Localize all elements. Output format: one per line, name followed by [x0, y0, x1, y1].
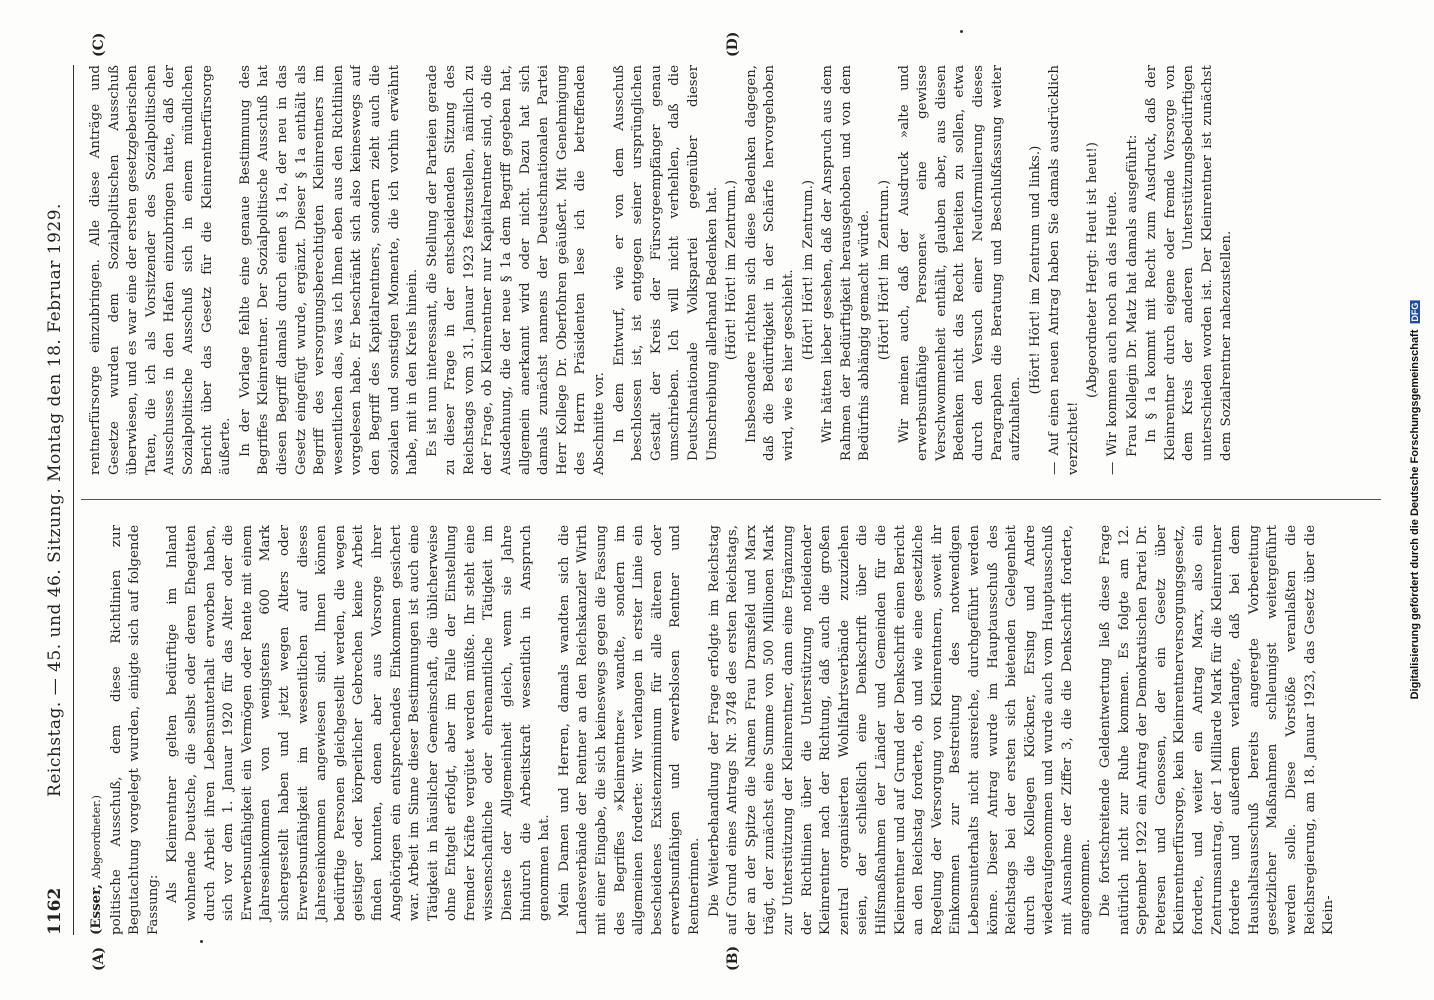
paragraph: politische Ausschuß, dem diese Richtlinien zur Begutachtung vorgelegt wurden, einigte sich auf folgende Fassung: — [108, 525, 161, 935]
paragraph: Es ist nun interessant, die Stellung der Parteien gerade zu dieser Frage in der entscheidenden Sitzung des Reichstags vom 31. Januar 1923 festzustellen, nämlich zu der Frage, ob Kleinrentner nur Kapitalrentner sind, ob die Ausdehnung, die der neue § 1a dem Begriff gegeben hat, allgemein anerkannt wird oder nicht. Dazu hat sich damals zunächst namens der Deutschnationalen Partei Herr Kollege Dr. Oberfohren geäußert. Mit Genehmigung des Herrn Präsidenten lese ich die betreffenden Abschnitte vor. — [424, 65, 608, 475]
digitization-credit-text-wrap — [1409, 301, 1421, 700]
quoted-paragraph: Wir meinen auch, daß der Ausdruck »alte und erwerbsunfähige Personen« eine gewisse Verschwommenheit enthält, glauben aber, aus diesen Bedenken nicht das Recht herleiten zu sollen, etwa durch den Versuch einer Neuformulierung dieses Paragraphen die Beratung und Beschlußfassung weiter aufzuhalten. — [896, 65, 1024, 461]
interjection: (Hört! Hört! im Zentrum.) — [724, 179, 740, 361]
paragraph: Mein Damen und Herren, damals wandten sich die Landesverbände der Rentner an den Reichskanzler Wirth mit einer Eingabe, die sich keineswegs gegen die Fassung des Begriffes »Kleinrentner« wandte, sondern im allgemeinen forderte: Wir verlangen in erster Linie ein bescheidenes Existenzminimum für alle älteren oder erwerbsunfähigen und erwerbslosen Rentner und Rentnerinnen. — [556, 525, 702, 935]
paragraph: Frau Kollegin Dr. Matz hat damals ausgeführt: — [1124, 134, 1140, 457]
interjection: (Hört! Hört! im Zentrum.) — [876, 179, 892, 361]
quoted-paragraph: Wir hätten lieber gesehen, daß der Anspruch aus dem Rahmen der Bedürftigkeit herausgehoben und von dem Bedürfnis abhängig gemacht würde. — [820, 65, 873, 461]
paragraph: — Auf einen neuen Antrag haben Sie damals ausdrücklich verzichtet! — [1047, 65, 1081, 475]
quoted-paragraph: In § 1a kommt mit Recht zum Ausdruck, daß der Kleinrentner durch eigene oder fremde Vorsorge von dem Kreis der anderen Unterstützungsbedürftigen unterschieden worden ist. Der Kleinrentner ist zunächst dem Sozialrentner nahezustellen. — [1144, 65, 1234, 461]
margin-marker-d: (D) — [725, 31, 741, 57]
interjection: (Abgeordneter Hergt: Heut ist heut!) — [1085, 141, 1101, 399]
quoted-paragraph: Insbesondere richten sich diese Bedenken dagegen, daß die Bedürftigkeit in der Schärfe hervorgehoben wird, wie es hier geschieht. — [743, 65, 796, 461]
margin-marker-b: (B) — [725, 945, 741, 971]
digitization-credit-text: Digitalisierung gefördert durch die Deutsche Forschungsgemeinschaft — [1409, 329, 1421, 700]
speaker-line — [87, 525, 107, 935]
margin-marker-c: (C) — [91, 32, 107, 57]
quoted-paragraph: In dem Entwurf, wie er von dem Ausschuß beschlossen ist, ist entgegen seiner ursprünglichen Gestalt der Kreis der Fürsorgeempfänger genau umschrieben. Ich will nicht verhehlen, daß die Deutschnationale Volkspartei gegenüber dieser Umschreibung allerhand Bedenken hat. — [611, 65, 720, 461]
interjection: (Hört! Hört! im Zentrum und links.) — [1027, 145, 1043, 395]
scan-speck — [200, 940, 203, 943]
rotated-document-page — [35, 31, 1395, 971]
dfg-logo: DFG — [1410, 302, 1420, 322]
paragraph: Die fortschreitende Geldentwertung ließ diese Frage natürlich nicht zur Ruhe kommen. Es folgte am 12. September 1922 ein Antrag der Demokratischen Partei Dr. Petersen und Genossen, der ein Gesetz über Kleinrentnerfürsorge, kein Kleinrentnerversorgungsgesetz, forderte, und weiter ein Antrag Marx, also ein Zentrumsantrag, der 1 Milliarde Mark für die Kleinrentner forderte und außerdem verlangte, daß bei dem Haushaltsausschuß bereits angeregte Vorbereitung gesetzlicher Maßnahmen schleunigst weitergeführt werden solle. Diese Vorstöße veranlaßten die Reichsregierung, am 18. Januar 1923, das Gesetz über die Klein- — [1098, 525, 1337, 935]
page-header — [43, 65, 74, 935]
paragraph: — Wir kommen auch noch an das Heute. — [1105, 191, 1121, 475]
speaker-name: (Esser, — [88, 884, 104, 935]
right-text-column — [87, 65, 1377, 475]
paragraph: In der Vorlage fehlte eine genaue Bestimmung des Begriffes Kleinrentner. Der Sozialpolitische Ausschuß hat diesen Begriff damals durch einen § 1a, der neu in das Gesetz eingefügt wurde, ergänzt. Dieser § 1a enthält als Begriff des versorgungsberechtigten Kleinrentners im wesentlichen das, was ich Ihnen eben aus den Richtlinien vorgelesen habe. Er beschränkt sich also keineswegs auf den Begriff des Kapitalrentners, sondern zieht auch die sozialen und sonstigen Momente, die ich vorhin erwähnt habe, mit in den Kreis hinein. — [237, 65, 421, 475]
page-title: Reichstag. — 45. und 46. Sitzung. Montag den 18. Februar 1929. — [45, 203, 65, 797]
speaker-role: Abgeordneter.) — [90, 795, 103, 879]
interjection: (Hört! Hört! im Zentrum.) — [800, 179, 816, 361]
paragraph: rentnerfürsorge einzubringen. Alle diese Anträge und Gesetze wurden dem Sozialpolitischen Ausschuß überwiesen, und es war eine der ersten gesetzgeberischen Taten, die ich als Vorsitzender des Sozialpolitischen Ausschusses in den Hafen einzubringen hatte, daß der Sozialpolitische Ausschuß sich in einem mündlichen Bericht über das Gesetz für die Kleinrentnerfürsorge äußerte. — [88, 65, 234, 475]
column-divider — [81, 499, 1381, 500]
paragraph: Die Weiterbehandlung der Frage erfolgte im Reichstag auf Grund eines Antrags Nr. 3748 des ersten Reichstags, der an der Spitze die Namen Frau Dransfeld und Marx trägt, der zunächst eine Summe von 500 Millionen Mark zur Unterstützung der Kleinrentner, dann eine Ergänzung der Richtlinien über die Unterstützung notleidender Kleinrentner nach der Richtung, daß auch die großen zentral organisierten Wohlfahrtsverbände zuzuziehen seien, der schließlich eine Denkschrift über die Hilfsmaßnahmen der Länder und Gemeinden für die Kleinrentner und auf Grund der Denkschrift einen Bericht an den Reichstag forderte, ob und wie eine gesetzliche Regelung der Versorgung von Kleinrentnern, soweit ihr Einkommen zur Bestreitung des notwendigen Lebensunterhalts nicht ausreiche, durchgeführt werden könne. Dieser Antrag wurde im Hauptausschuß des Reichstags bei der ersten sich bietenden Gelegenheit durch die Kollegen Klöckner, Ersing und Andre wiederaufgenommen und wurde auch vom Hauptausschuß mit Ausnahme der Ziffer 3, die die Denkschrift forderte, angenommen. — [706, 525, 1094, 935]
digitization-credit — [1404, 0, 1426, 1000]
margin-marker-a: (A) — [91, 946, 107, 971]
page-number: 1162 — [45, 887, 65, 935]
quoted-paragraph: Als Kleinrentner gelten bedürftige im Inland wohnende Deutsche, die selbst oder deren Ehegatten durch Arbeit ihren Lebensunterhalt erworben haben, sich vor dem 1. Januar 1920 für das Alter oder die Erwerbsunfähigkeit ein Vermögen oder Rente mit einem Jahreseinkommen von wenigstens 600 Mark sichergestellt haben und jetzt wegen Alters oder Erwerbsunfähigkeit im wesentlichen auf dieses Jahreseinkommen angewiesen sind. Ihnen können bedürftige Personen gleichgestellt werden, die wegen geistiger oder körperlicher Gebrechen keine Arbeit finden konnten, denen aber aus Vorsorge ihrer Angehörigen ein entsprechendes Einkommen gesichert war. Arbeit im Sinne dieser Bestimmungen ist auch eine Tätigkeit in häuslicher Gemeinschaft, die üblicherweise ohne Entgelt erfolgt, aber im Falle der Einstellung fremder Kräfte vergütet werden müßte. Ihr steht eine wissenschaftliche oder ehrenamtliche Tätigkeit im Dienste der Allgemeinheit gleich, wenn sie Jahre hindurch die Arbeitskraft wesentlich in Anspruch genommen hat. — [165, 525, 553, 921]
scan-speck — [960, 30, 963, 33]
left-text-column — [87, 525, 1377, 935]
